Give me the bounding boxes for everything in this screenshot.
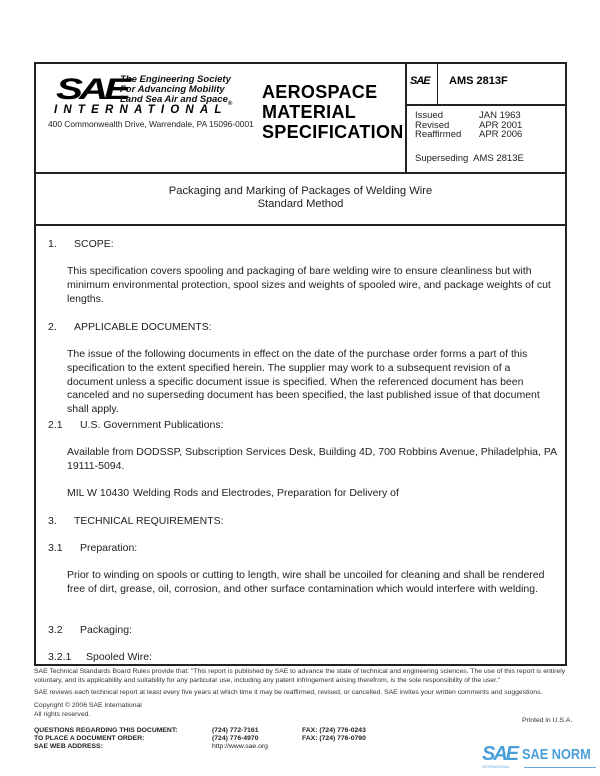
superseding-info: Superseding AMS 2813E (415, 153, 524, 164)
section-3-1-heading: 3.1 Preparation: (48, 542, 138, 554)
document-title: Packaging and Marking of Packages of Welding Wire Standard Method (36, 174, 565, 226)
logo-tagline: The Engineering Society For Advancing Mobility Land Sea Air and Space$_®$ (120, 74, 233, 107)
section-3-1-text: Prior to winding on spools or cutting to length, wire shall be uncoiled for cleaning and shall be rendered free of dirt, grease, oil, corrosion, and other surface contamination which would interfere with welding. (67, 569, 545, 595)
section-2-1-text: Available from DODSSP, Subscription Services Desk, Building 4D, 700 Robbins Avenue, Philadelphia, PA 19111-5094. (67, 446, 557, 472)
printed-in: Printed in U.S.A. (522, 717, 573, 724)
document-header (36, 64, 565, 174)
document-number: AMS 2813F (449, 75, 508, 87)
document-dates: Issued JAN 1963 Revised APR 2001 Reaffirmed APR 2006 (415, 110, 523, 140)
section-2-heading: 2. APPLICABLE DOCUMENTS: (48, 321, 212, 333)
section-3-2-1-heading: 3.2.1 Spooled Wire: (48, 651, 152, 663)
copyright: Copyright © 2006 SAE International (34, 702, 142, 709)
sae-web-link[interactable]: http://www.sae.org (212, 743, 268, 751)
mil-reference: MIL W 10430 Welding Rods and Electrodes, Preparation for Delivery of (67, 487, 399, 499)
sae-logo-icon: SAE (56, 73, 128, 106)
logo-international: INTERNATIONAL (54, 104, 228, 116)
sae-logo-block (36, 64, 261, 172)
document-type-title: AEROSPACE MATERIAL SPECIFICATION (262, 82, 404, 142)
section-2-1-heading: 2.1 U.S. Government Publications: (48, 419, 224, 431)
sae-small-logo-icon: SAE (410, 75, 430, 87)
section-1-heading: 1. SCOPE: (48, 238, 114, 250)
sae-norm-watermark: SAE SAE NORM INTERNATIONAL (482, 743, 600, 773)
section-3-2-heading: 3.2 Packaging: (48, 624, 132, 636)
sae-address: 400 Commonwealth Drive, Warrendale, PA 15096-0001 (48, 119, 254, 129)
section-1-text: This specification covers spooling and packaging of bare welding wire to ensure cleanliness but with minimum environmental protection, spool sizes and weights of spooled wire, and package weights of cut lengths. (67, 265, 551, 305)
sae-norm-logo-icon: SAE (482, 743, 518, 765)
spec-page-frame (34, 62, 567, 666)
section-3-heading: 3. TECHNICAL REQUIREMENTS: (48, 515, 224, 527)
section-2-text: The issue of the following documents in effect on the date of the purchase order forms a part of this specification to the extent specified herein. The supplier may work to a subsequent revision of a document unless a specific document issue is specified. When the referenced document has been canceled and no superseding document has been specified, the last published issue of that document shall apply. (67, 348, 540, 416)
document-info-box (405, 64, 567, 172)
